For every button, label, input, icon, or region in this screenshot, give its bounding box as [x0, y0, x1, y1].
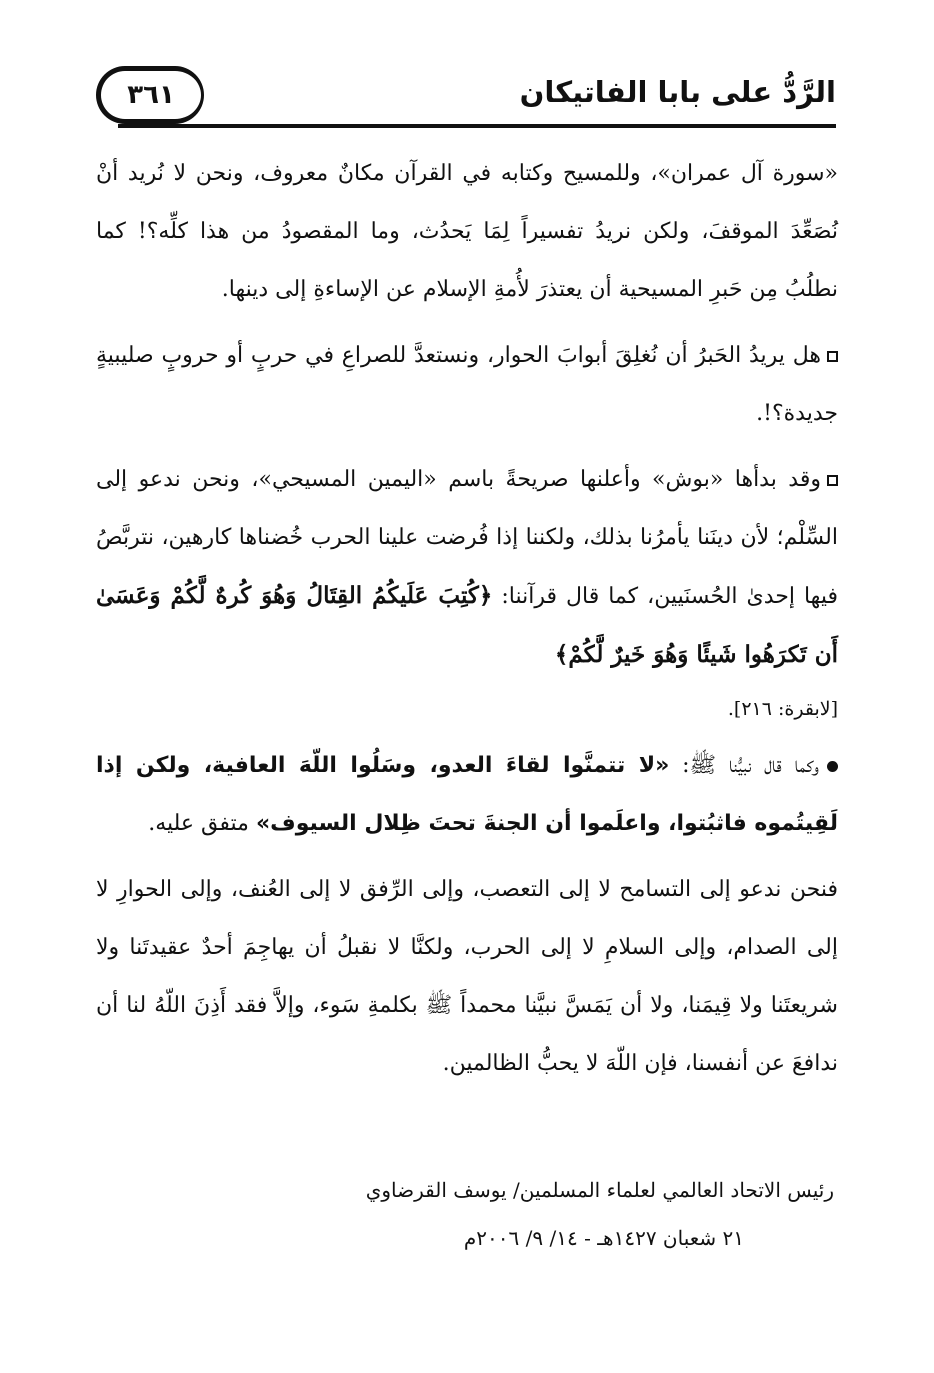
- page-number-badge: [96, 66, 204, 124]
- paragraph-3-text: وقد بدأها «بوش» وأعلنها صريحةً باسم «اليمين المسيحي»، ونحن ندعو إلى السِّلْم؛ لأن دينَنا يأمرُنا بذلك، ولكننا إذا فُرضت علينا الحرب خُضناها كارهين، نتربَّصُ فيها إحدىٰ الحُسنَيين، كما قال قرآننا:: [96, 467, 838, 609]
- paragraph-4: [96, 737, 838, 853]
- paragraph-3: [96, 451, 838, 685]
- body-text: [96, 145, 838, 1093]
- signature-date: ٢١ شعبان ١٤٢٧هـ - ١٤/ ٩/ ٢٠٠٦م: [463, 1226, 744, 1250]
- verse-citation: [لابقرة: ٢١٦].: [727, 698, 838, 720]
- paragraph-5: فنحن ندعو إلى التسامح لا إلى التعصب، وإلى الرِّفق لا إلى العُنف، وإلى الحوارِ لا إلى الصدام، وإلى السلامِ لا إلى الحرب، ولكنَّا لا نقبلُ أن يهاجِمَ أحدٌ عقيدتَنا ولا شريعتَنا ولا قِيمَنا، ولا أن يَمَسَّ نبيَّنا محمداً ﷺ بكلمةِ سَوء، وإلاَّ فقد أَذِنَ اللّهُ لنا أن ندافعَ عن أنفسنا، فإن اللّهَ لا يحبُّ الظالمين.: [96, 877, 838, 1076]
- signature-block: [140, 1166, 834, 1262]
- quran-verse: ﴿كُتِبَ عَلَيكُمُ القِتَالُ وَهُوَ كُرهٌ لَّكُمْ وَعَسَىٰ أَن تَكرَهُوا شَيئًا وَهُوَ خَيرٌ لَّكُمْ﴾: [96, 582, 838, 668]
- signature-author: رئيس الاتحاد العالمي لعلماء المسلمين/ يوسف القرضاوي: [365, 1178, 834, 1202]
- square-bullet-icon: [827, 351, 838, 362]
- hadith-source: متفق عليه.: [148, 811, 249, 836]
- header-rule: [118, 124, 836, 128]
- hadith-quote: «لا تتمنَّوا لقاءَ العدو، وسَلُوا اللّهَ العافية، ولكن إذا لَقِيتُموه فاثبُتوا، واعلَموا أن الجنةَ تحتَ ظِلال السيوف»: [96, 753, 838, 836]
- square-bullet-icon: [827, 475, 838, 486]
- paragraph-4-intro: وكما قال نبيُّنا ﷺ:: [682, 753, 820, 778]
- dot-bullet-icon: [827, 761, 838, 772]
- page-number: ٣٦١: [127, 80, 175, 110]
- paragraph-2: [96, 327, 838, 443]
- paragraph-2-text: هل يريدُ الحَبرُ أن نُغلِقَ أبوابَ الحوار، ونستعدَّ للصراعِ في حربٍ أو حروبٍ صليبيةٍ جديدة؟!.: [96, 343, 838, 426]
- running-header-title: الرَّدُّ على بابا الفاتيكان: [519, 75, 836, 109]
- paragraph-1: «سورة آل عمران»، وللمسيح وكتابه في القرآن مكانٌ معروف، ونحن لا نُريد أنْ نُصَعِّدَ الموقفَ، ولكن نريدُ تفسيراً لِمَا يَحدُث، وما المقصودُ من هذا كلِّه؟! كما نطلُبُ مِن حَبرِ المسيحية أن يعتذرَ لأُمةِ الإسلام عن الإساءةِ إلى دينها.: [96, 161, 838, 302]
